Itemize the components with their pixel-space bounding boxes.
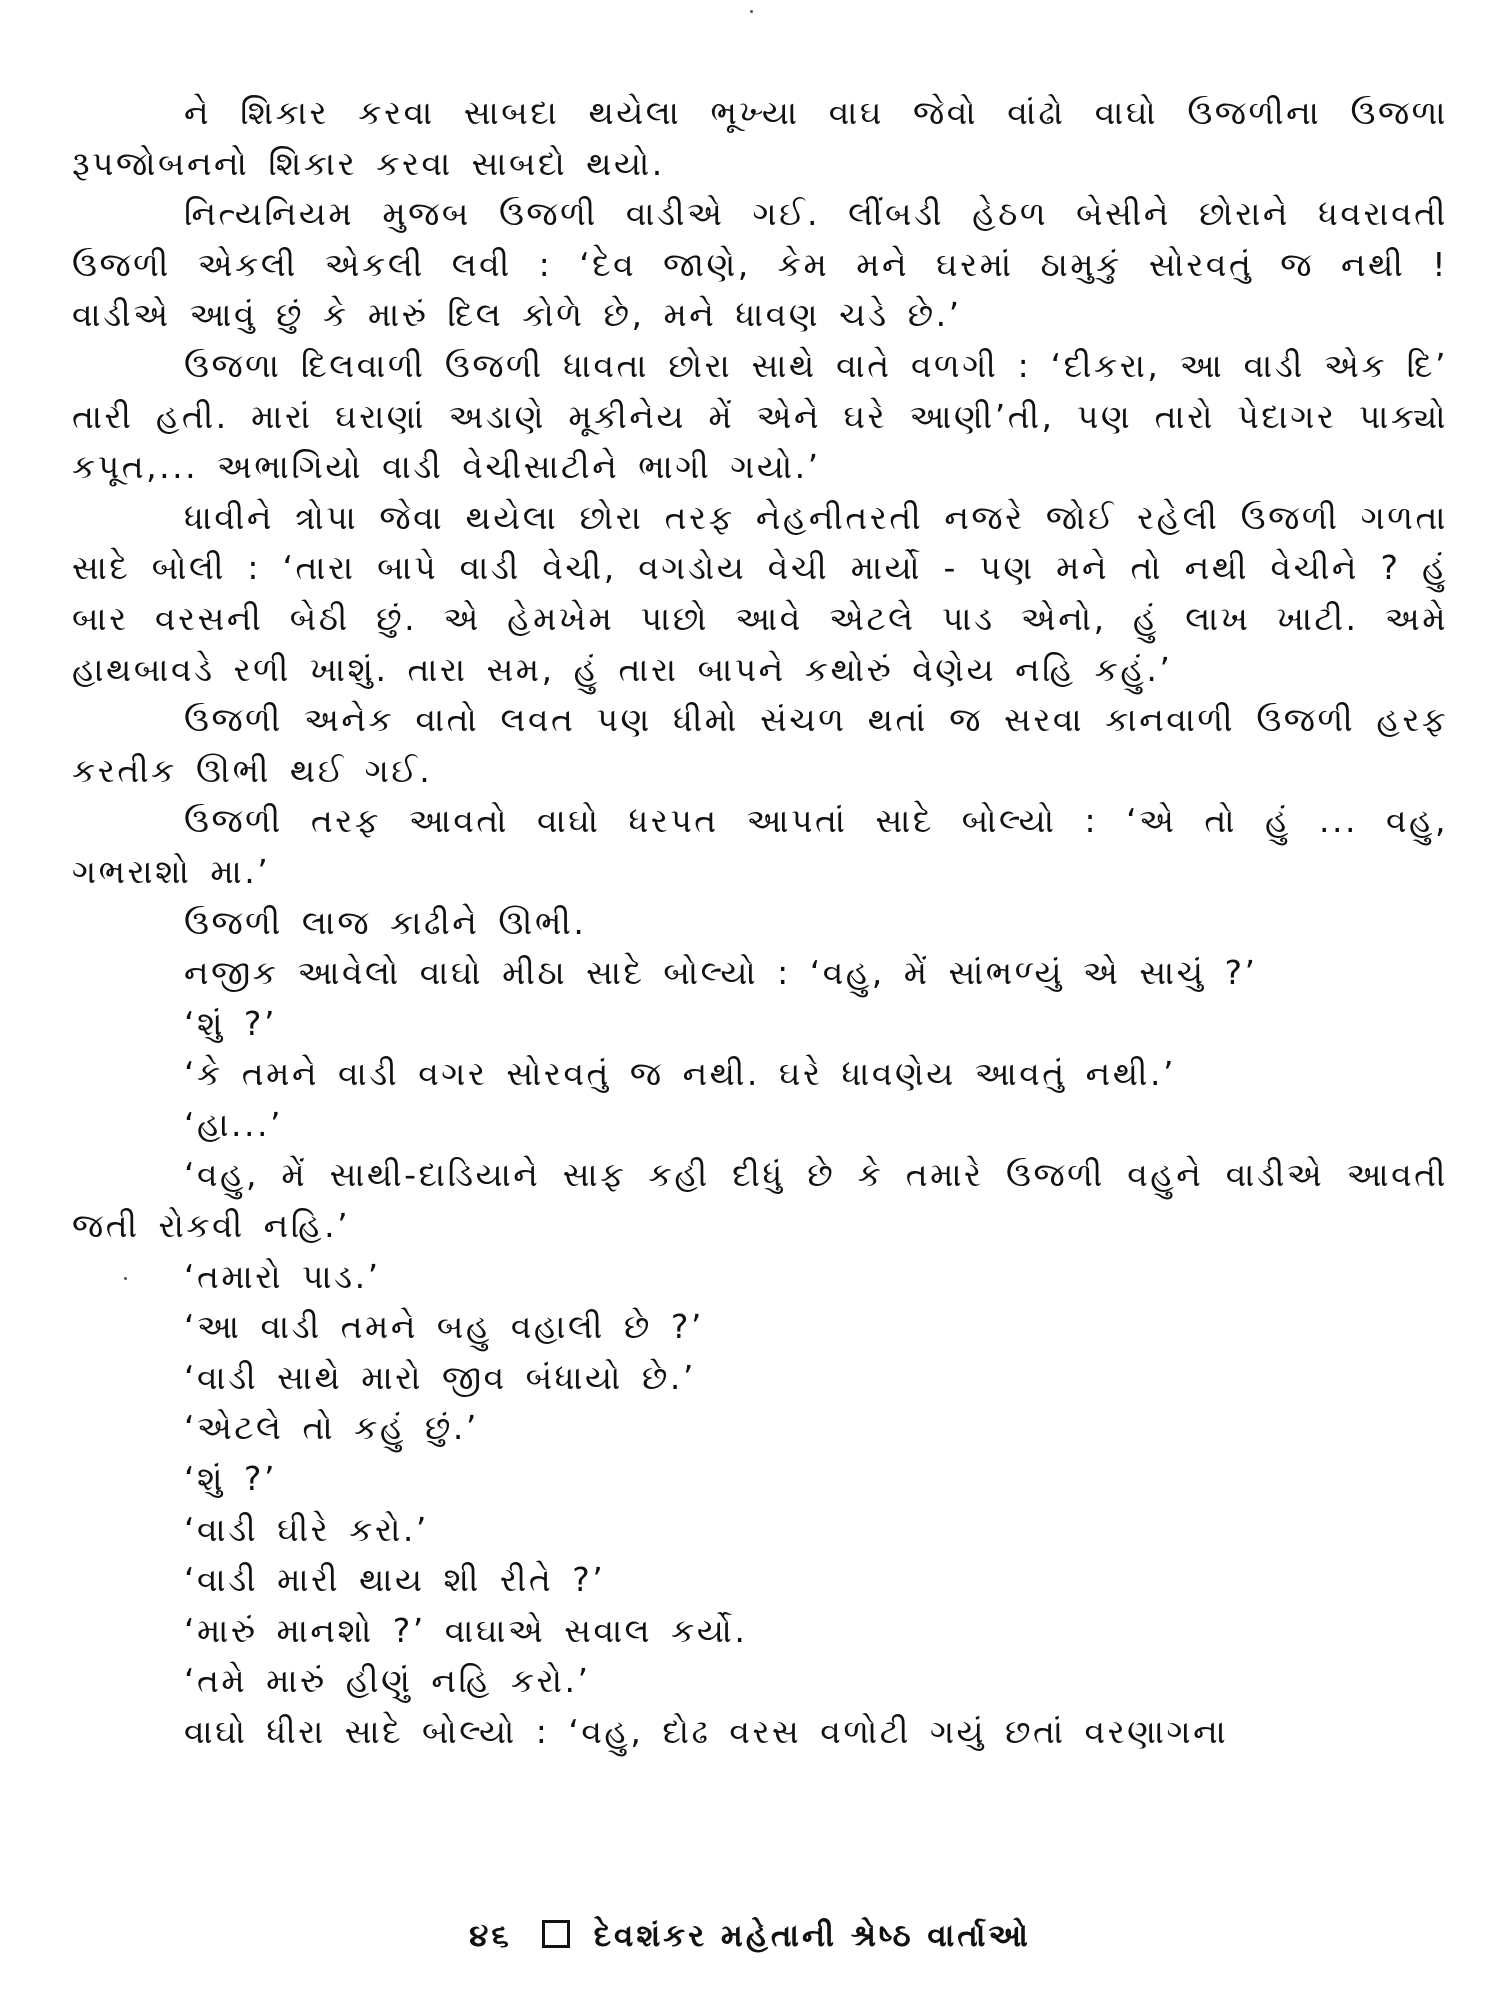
square-separator-icon	[542, 1920, 570, 1948]
dialogue-line: ‘કે તમને વાડી વગર સોરવતું જ નથી. ઘરે ધાવણેય આવતું નથી.’	[184, 1054, 1176, 1094]
page-number: ૪૬	[469, 1918, 512, 1954]
dialogue-line: ‘વાડી મારી થાય શી રીતે ?’	[184, 1560, 606, 1600]
dialogue-line: ‘હા...’	[184, 1104, 283, 1144]
print-speck	[750, 10, 753, 13]
paragraph: ઉજળી તરફ આવતો વાઘો ધરપત આપતાં સાદે બોલ્યો : ‘એ તો હું ... વહુ, ગભરાશો મા.’	[72, 801, 1448, 891]
paragraph: ઉજળી અનેક વાતો લવત પણ ધીમો સંચળ થતાં જ સરવા કાનવાળી ઉજળી હરફ કરતીક ઊભી થઈ ગઈ.	[72, 700, 1448, 790]
book-title: દેવશંકર મહેતાની શ્રેષ્ઠ વાર્તાઓ	[593, 1918, 1031, 1954]
dialogue-line: નજીક આવેલો વાઘો મીઠા સાદે બોલ્યો : ‘વહુ, મેં સાંભળ્યું એ સાચું ?’	[184, 953, 1258, 993]
story-text	[72, 88, 1448, 1758]
dialogue-line: વાઘો ધીરા સાદે બોલ્યો : ‘વહુ, દોઢ વરસ વળોટી ગયું છતાં વરણાગના	[184, 1712, 1229, 1751]
dialogue-line: ‘એટલે તો કહું છું.’	[184, 1408, 479, 1448]
paragraph: ‘વહુ, મેં સાથી-દાડિયાને સાફ કહી દીધું છે કે તમારે ઉજળી વહુને વાડીએ આવતી જતી રોકવી નહિ.’	[72, 1155, 1448, 1246]
dialogue-line: ‘મારું માનશો ?’ વાઘાએ સવાલ કર્યો.	[184, 1610, 748, 1650]
paragraph: ઉજળા દિલવાળી ઉજળી ધાવતા છોરા સાથે વાતે વળગી : ‘દીકરા, આ વાડી એક દિ’ તારી હતી. મારાં ઘરાણાં અડાણે મૂકીનેય મેં એને ઘરે આણી’તી, પણ તારો પેદાગર પાક્યો કપૂત,... અભાગિયો વાડી વેચીસાટીને ભાગી ગયો.’	[72, 345, 1448, 487]
paragraph: ને શિકાર કરવા સાબદા થયેલા ભૂખ્યા વાઘ જેવો વાંઢો વાઘો ઉજળીના ઉજળા રૂપજોબનનો શિકાર કરવા સાબદો થયો.	[72, 93, 1448, 183]
dialogue-line: ‘વાડી ઘીરે કરો.’	[184, 1509, 429, 1549]
paragraph: નિત્યનિયમ મુજબ ઉજળી વાડીએ ગઈ. લીંબડી હેઠળ બેસીને છોરાને ધવરાવતી ઉજળી એકલી એકલી લવી : ‘દેવ જાણે, કેમ મને ઘરમાં ઠામુકું સોરવતું જ નથી ! વાડીએ આવું છું કે મારું દિલ કોળે છે, મને ધાવણ ચડે છે.’	[72, 194, 1448, 335]
dialogue-line: ‘તમારો પાડ.’	[184, 1256, 381, 1296]
dialogue-line: ‘શું ?’	[184, 1003, 277, 1043]
dialogue-line: ‘આ વાડી તમને બહુ વહાલી છે ?’	[184, 1307, 704, 1347]
dialogue-line: ‘વાડી સાથે મારો જીવ બંધાયો છે.’	[184, 1357, 696, 1397]
paragraph: ધાવીને ત્રોપા જેવા થયેલા છોરા તરફ નેહનીતરતી નજરે જોઈ રહેલી ઉજળી ગળતા સાદે બોલી : ‘તારા બાપે વાડી વેચી, વગડોય વેચી માર્યો - પણ મને તો નથી વેચીને ? હું બાર વરસની બેઠી છું. એ હેમખેમ પાછો આવે એટલે પાડ એનો, હું લાખ ખાટી. અમે હાથબાવડે રળી ખાશું. તારા સમ, હું તારા બાપને કથોરું વેણેય નહિ કહું.’	[72, 497, 1448, 689]
dialogue-line: ‘શું ?’	[184, 1459, 277, 1499]
dialogue-line: ‘તમે મારું હીણું નહિ કરો.’	[184, 1661, 591, 1701]
page-footer	[0, 1918, 1500, 1955]
dialogue-line: ઉજળી લાજ કાઢીને ઊભી.	[184, 902, 587, 942]
